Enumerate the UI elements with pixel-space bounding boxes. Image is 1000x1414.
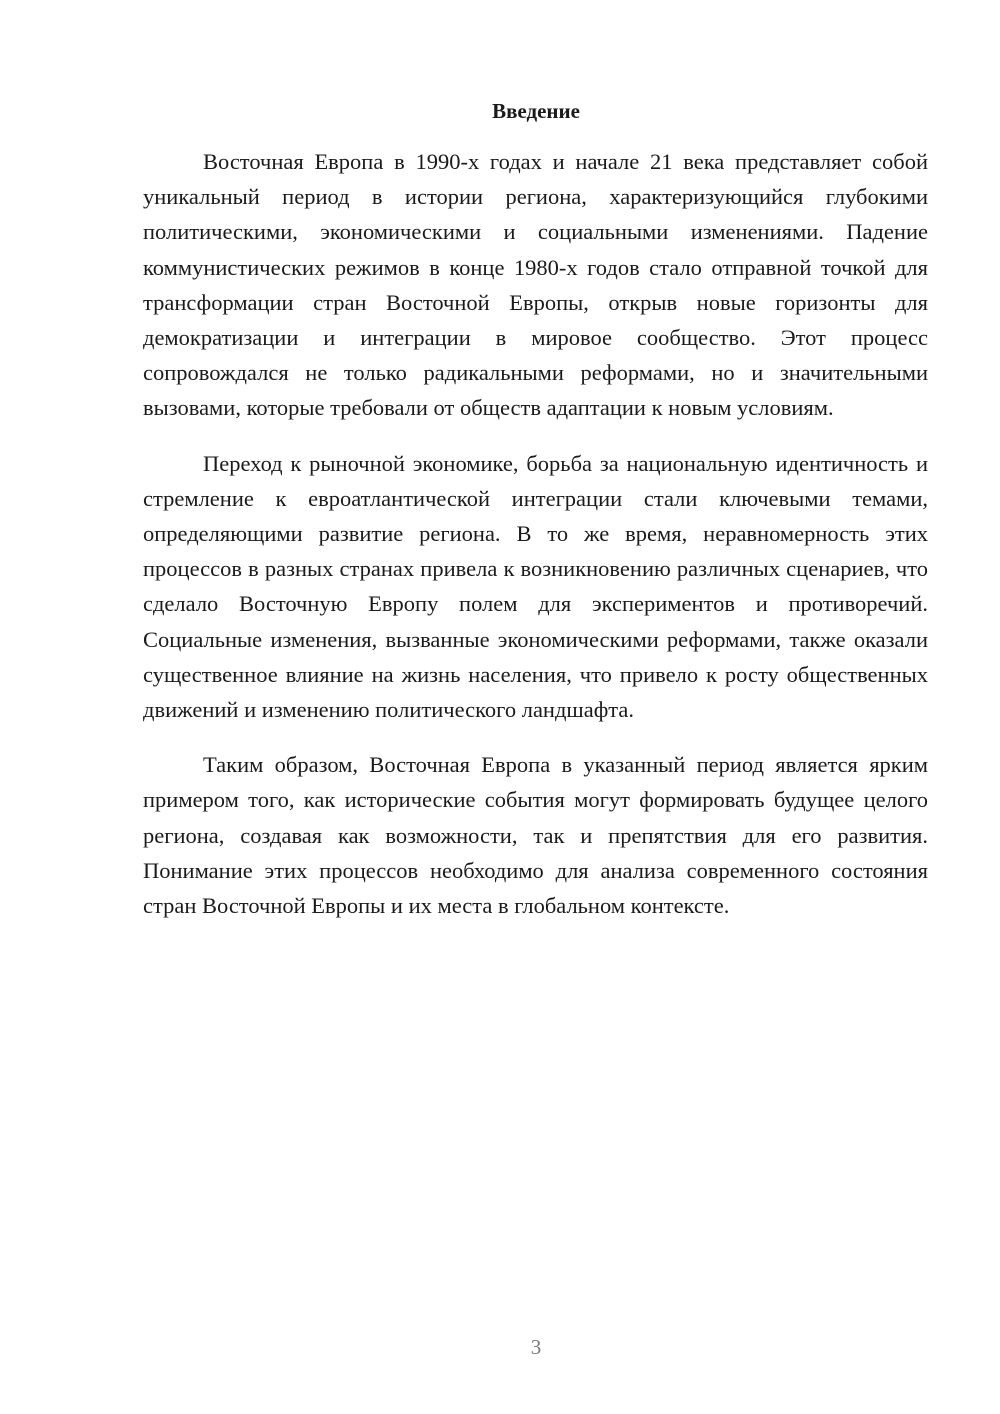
paragraph-1: Восточная Европа в 1990-х годах и начале 21 века представляет собой уникальный период в истории региона, характеризующийся глубокими политическими, экономическими и социальными изменениями. Падение коммунистических режимов в конце 1980-х годов стало отправной точкой для трансформации стран Восточной Европы, открыв новые горизонты для демократизации и интеграции в мировое сообщество. Этот процесс сопровождался не только радикальными реформами, но и значительными вызовами, которые требовали от обществ адаптации к новым условиям. xyxy=(143,149,928,421)
page-number: 3 xyxy=(530,1335,542,1359)
paragraph-2: Переход к рыночной экономике, борьба за национальную идентичность и стремление к евроатлантической интеграции стали ключевыми темами, определяющими развитие региона. В то же время, неравномерность этих процессов в разных странах привела к возникновению различных сценариев, что сделало Восточную Европу полем для экспериментов и противоречий. Социальные изменения, вызванные экономическими реформами, также оказали существенное влияние на жизнь населения, что привело к росту общественных движений и изменению политического ландшафта. xyxy=(143,450,928,723)
text-body xyxy=(143,144,928,923)
paragraph-3: Таким образом, Восточная Европа в указанный период является ярким примером того, как исторические события могут формировать будущее целого региона, создавая как возможности, так и препятствия для его развития. Понимание этих процессов необходимо для анализа современного состояния стран Восточной Европы и их места в глобальном контексте. xyxy=(143,752,928,919)
section-heading: Введение xyxy=(492,99,580,123)
